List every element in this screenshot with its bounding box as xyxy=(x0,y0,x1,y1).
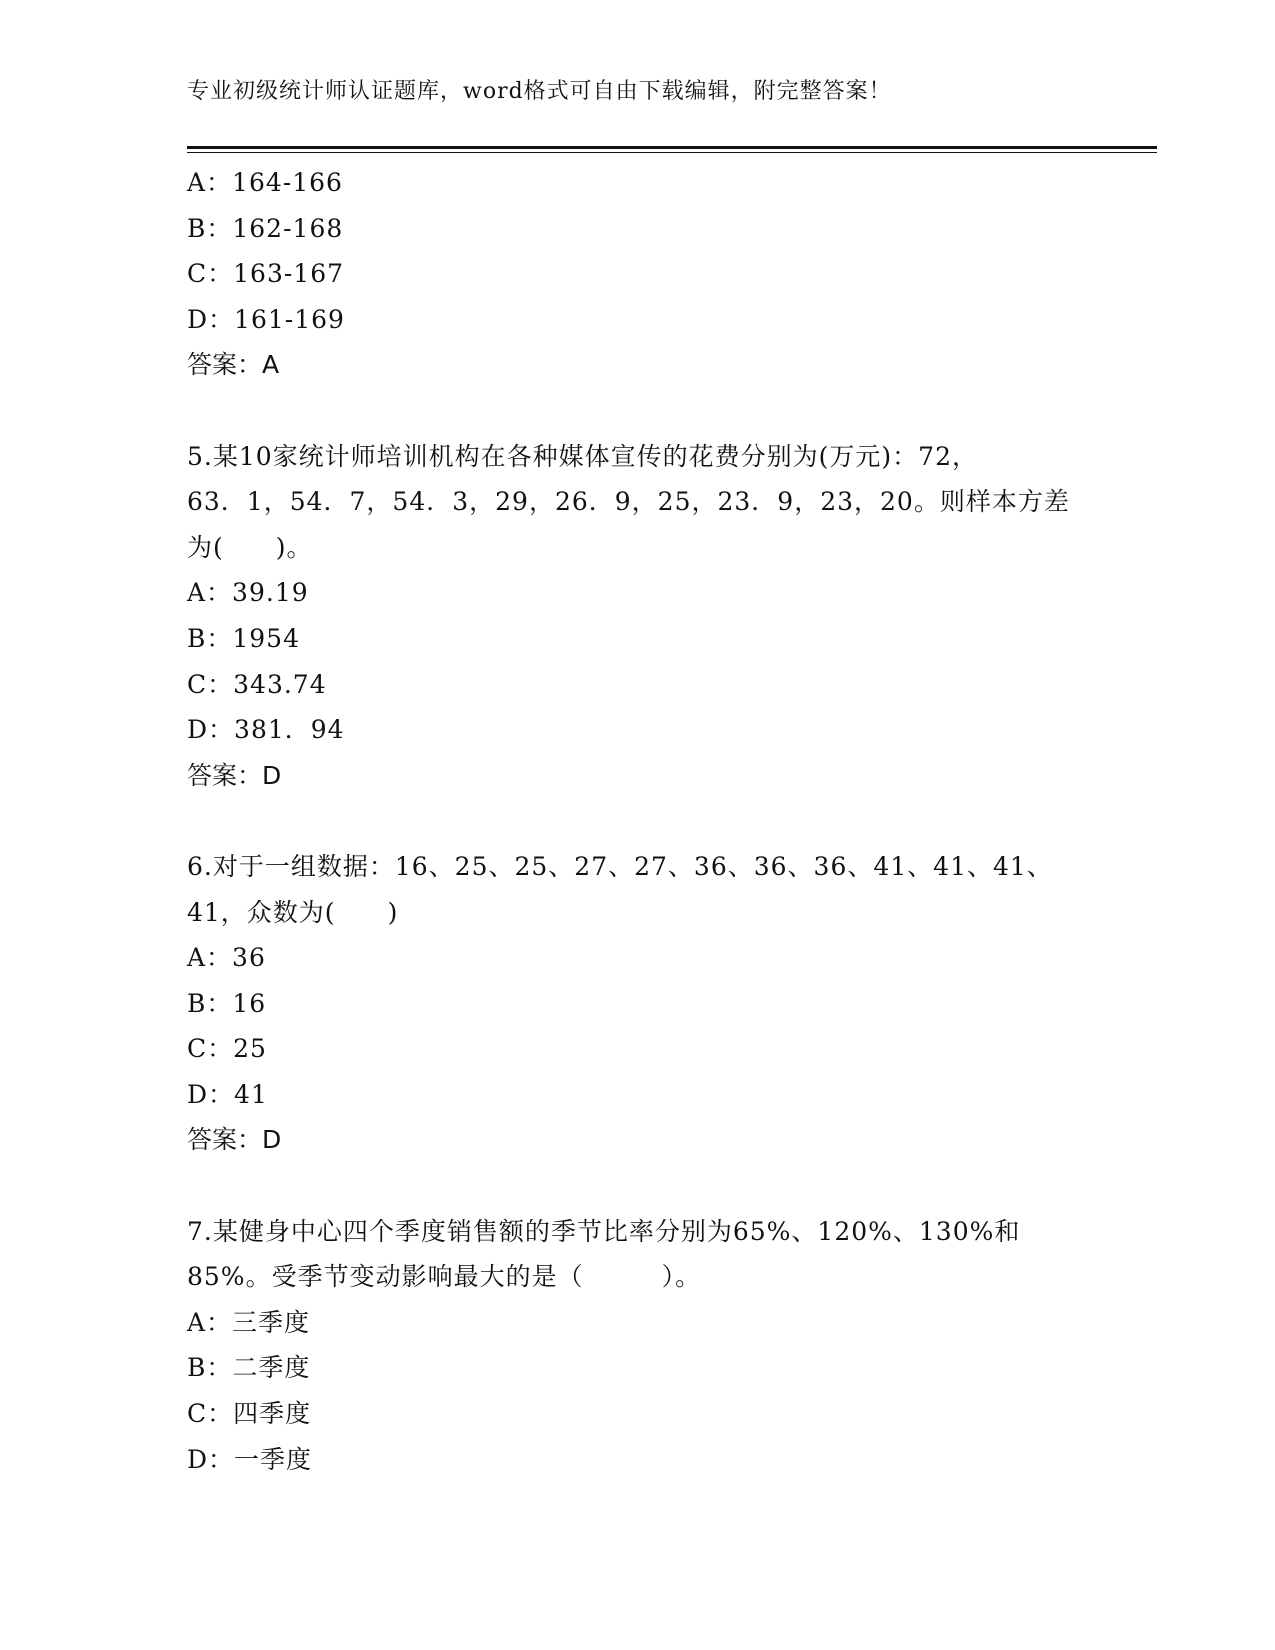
question-4-block xyxy=(187,160,1087,388)
question-stem-line: 7.某健身中心四个季度销售额的季节比率分别为65%、120%、130%和 xyxy=(187,1216,1021,1246)
option-d: D：381．94 xyxy=(187,715,345,745)
spacer xyxy=(187,798,1087,844)
option-b: B：162-168 xyxy=(187,213,344,243)
option-b: B：1954 xyxy=(187,623,300,653)
question-stem-line: 41，众数为( ) xyxy=(187,897,399,927)
question-6-block xyxy=(187,844,1087,1163)
question-stem-line: 85%。受季节变动影响最大的是（ ）。 xyxy=(187,1262,702,1292)
option-d: D：41 xyxy=(187,1079,268,1109)
question-list xyxy=(187,160,1087,1482)
option-c: C：163-167 xyxy=(187,259,345,289)
spacer xyxy=(187,1163,1087,1209)
option-c: C：25 xyxy=(187,1034,267,1064)
option-c: C：四季度 xyxy=(187,1399,312,1429)
option-a: A：36 xyxy=(187,943,266,973)
option-d: D：161-169 xyxy=(187,304,345,334)
answer-line: 答案：A xyxy=(187,350,280,380)
option-a: A：三季度 xyxy=(187,1307,311,1337)
option-a: A：164-166 xyxy=(187,168,343,197)
option-b: B：二季度 xyxy=(187,1353,311,1383)
question-stem-line: 63．1，54．7，54．3，29，26．9，25，23．9，23，20。则样本方差 xyxy=(187,487,1070,517)
option-a: A：39.19 xyxy=(187,578,309,608)
question-stem-line: 6.对于一组数据：16、25、25、27、27、36、36、36、41、41、41、 xyxy=(187,851,1053,881)
question-7-block xyxy=(187,1209,1087,1483)
page-header: 专业初级统计师认证题库，word格式可自由下载编辑，附完整答案！ xyxy=(187,79,892,104)
question-5-block xyxy=(187,434,1087,799)
question-stem-line: 5.某10家统计师培训机构在各种媒体宣传的花费分别为(万元)：72， xyxy=(187,441,978,471)
option-b: B：16 xyxy=(187,988,267,1018)
header-rule-thin xyxy=(187,152,1157,153)
answer-line: 答案：D xyxy=(187,1125,282,1155)
header-rule-thick xyxy=(187,146,1157,149)
spacer xyxy=(187,388,1087,434)
question-stem-line: 为( )。 xyxy=(187,532,313,562)
option-c: C：343.74 xyxy=(187,669,327,699)
answer-line: 答案：D xyxy=(187,760,282,790)
option-d: D：一季度 xyxy=(187,1444,313,1474)
